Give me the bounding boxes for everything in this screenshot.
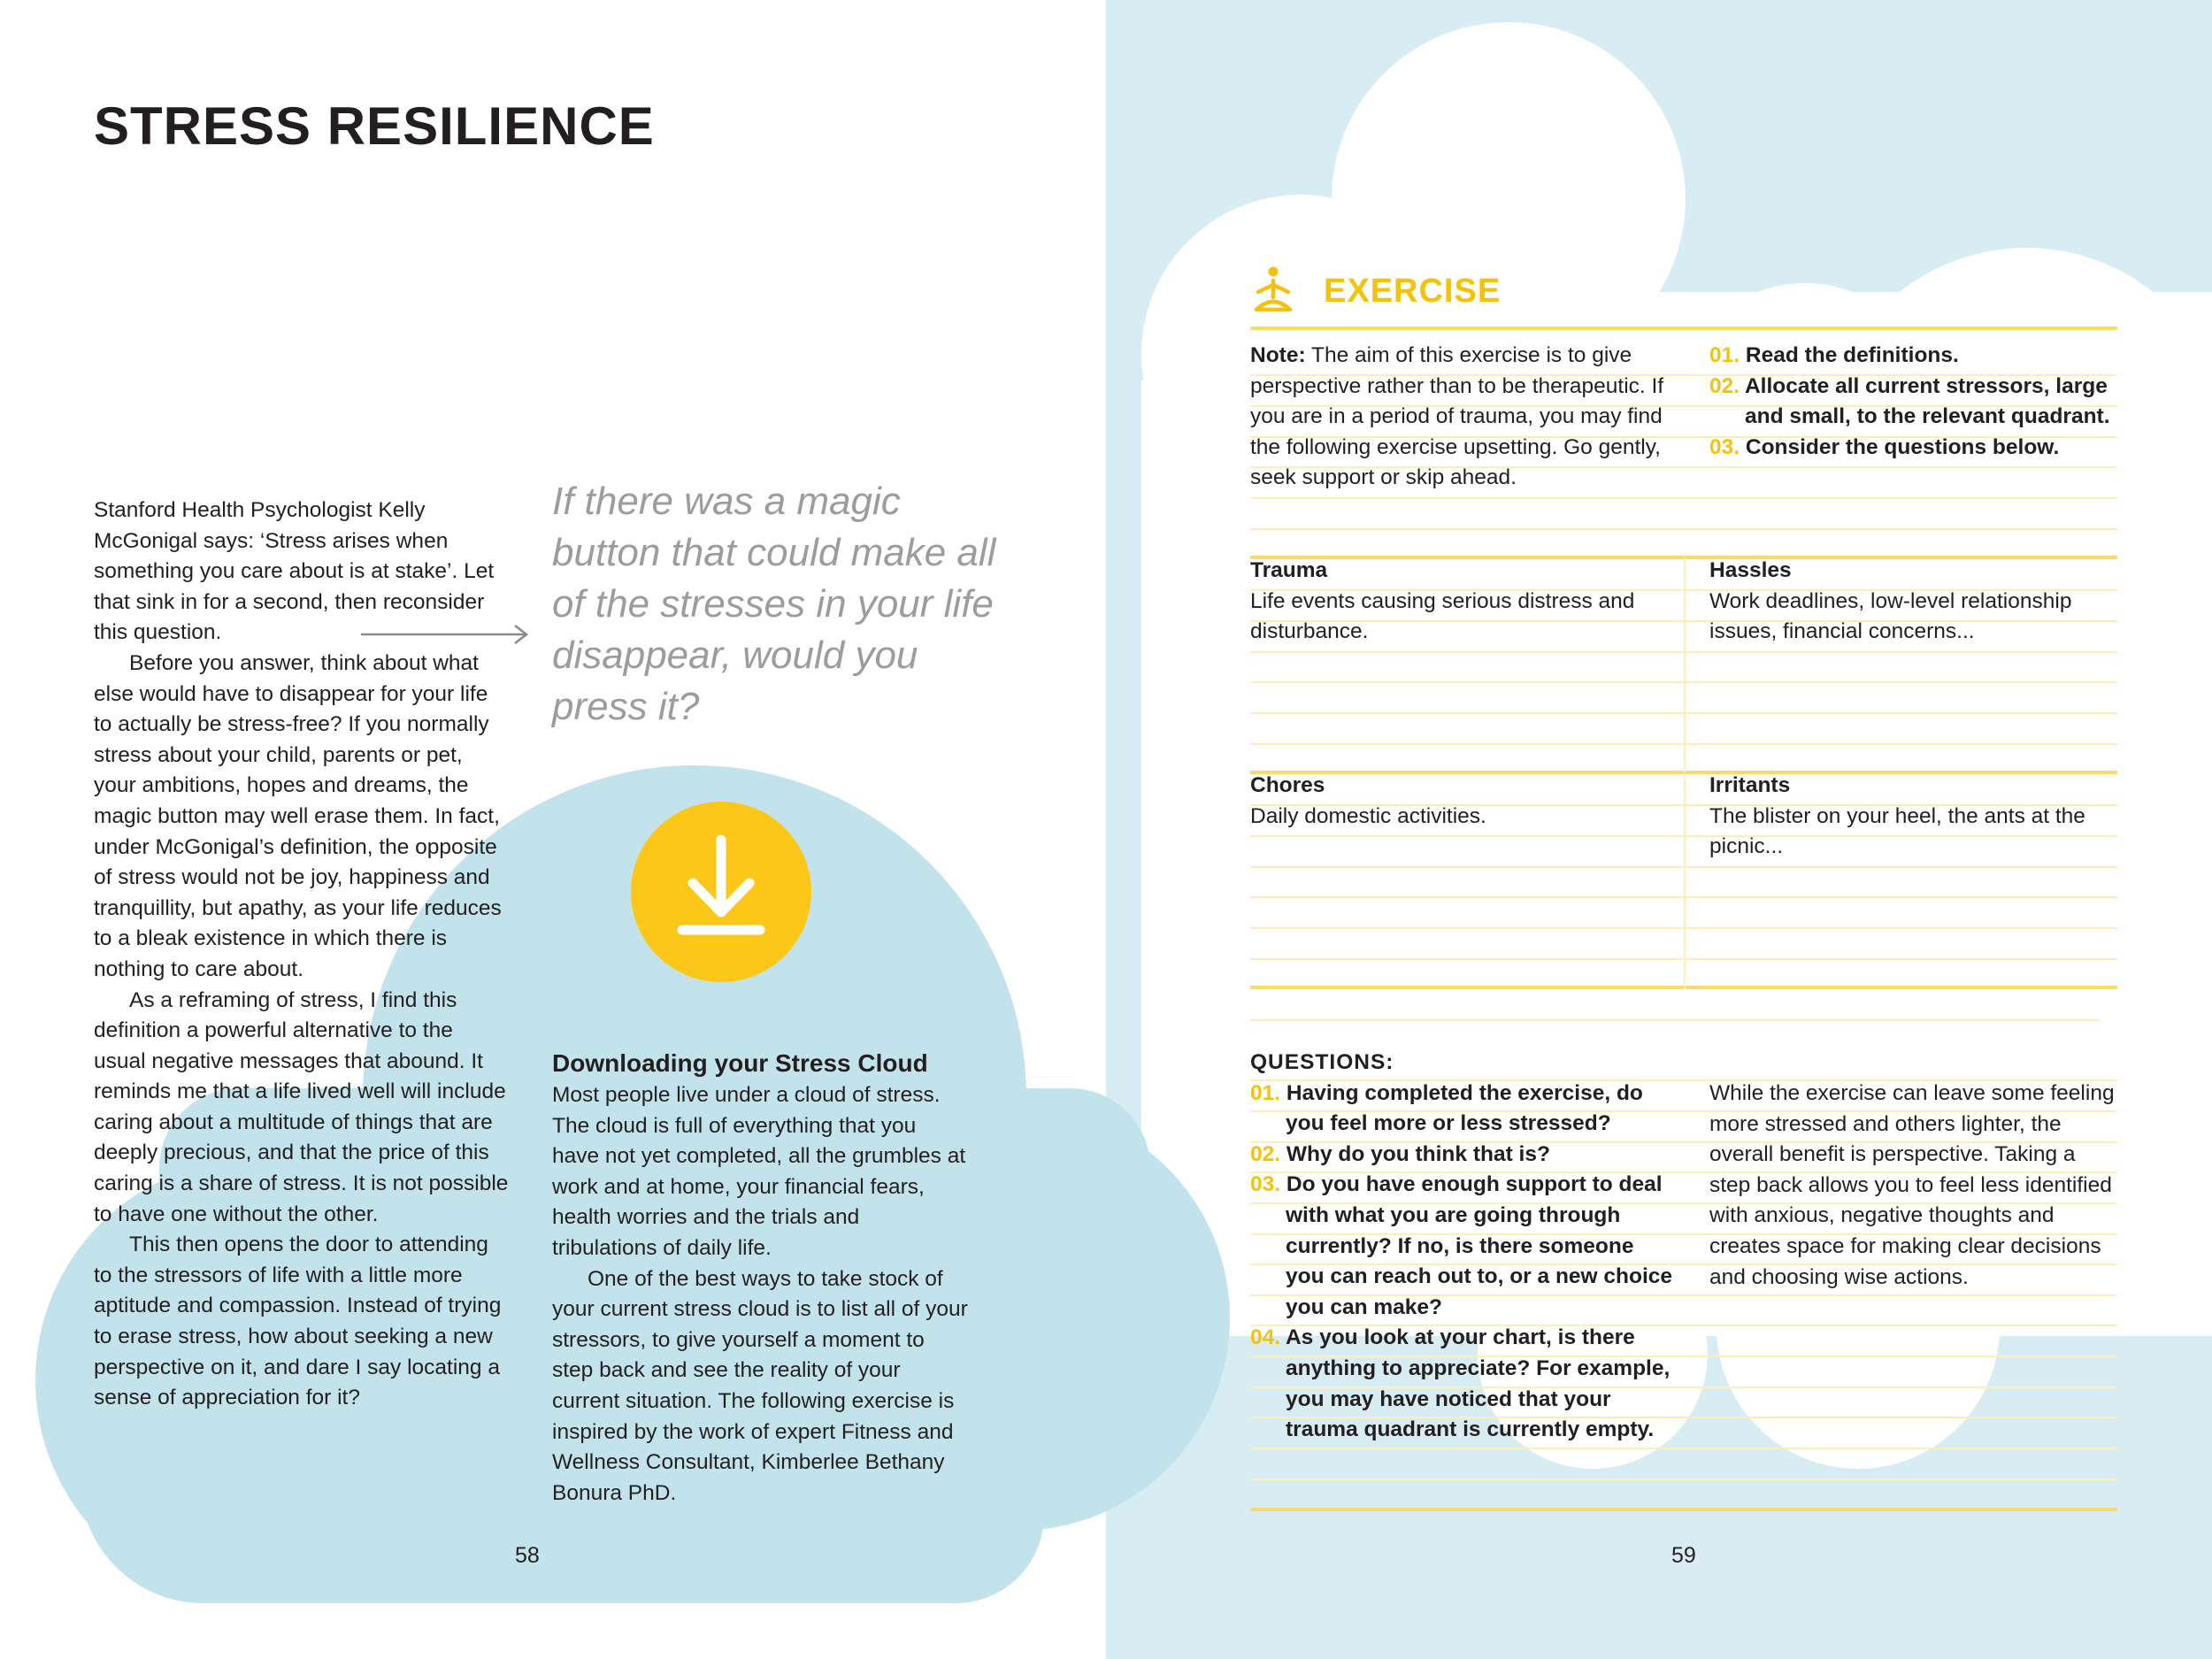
question-text: Do you have enough support to deal with what you are going through currently? If no, is there someone you can reach out to, or a new choice you can make? — [1286, 1172, 1673, 1319]
rule — [1250, 497, 2117, 499]
quadrant-title: Hassles — [1709, 558, 1792, 582]
meditation-icon — [1251, 265, 1295, 315]
page-number-right: 59 — [1671, 1543, 1696, 1568]
question-item — [1250, 1140, 1675, 1171]
note-text: The aim of this exercise is to give perspective rather than to be therapeutic. If you are in a period of trauma, you may find the following exercise upsetting. Go gently, seek support or skip ahead. — [1250, 343, 1664, 490]
question-number: 03. — [1250, 1172, 1281, 1197]
step-text: Consider the questions below. — [1745, 434, 2060, 459]
rule — [1250, 528, 2117, 530]
questions-block — [1250, 1048, 1675, 1446]
closing-paragraph: While the exercise can leave some feeling more stressed and others lighter, the overall benefit is perspective. Taking a step back allows you to feel less identified with anxious, negative thoughts and creates space for making clear decisions and choosing wise actions. — [1709, 1081, 2115, 1289]
step-text: Read the definitions. — [1745, 343, 1959, 367]
quadrant-trauma — [1250, 556, 1666, 648]
rule — [1250, 1019, 2100, 1021]
questions-bottom-border — [1250, 1508, 2117, 1511]
note-block — [1250, 341, 1675, 494]
rule — [1250, 1479, 2117, 1480]
quadrant-text: Daily domestic activities. — [1250, 803, 1486, 828]
step-text: Allocate all current stressors, large and small, to the relevant quadrant. — [1744, 373, 2110, 429]
body-paragraph: This then opens the door to attending to the stressors of life with a little more aptitude and compassion. Instead of trying to erase stress, how about seeking a new perspective on it, and dare I say locating a sense of appreciation for it? — [94, 1233, 502, 1410]
question-number: 04. — [1250, 1325, 1281, 1350]
question-item — [1250, 1079, 1675, 1140]
step-number: 03. — [1709, 434, 1740, 459]
pull-quote: If there was a magic button that could make all of the stresses in your life disappear, would you press it? — [552, 480, 996, 728]
divider — [1250, 326, 2117, 330]
question-item — [1250, 1323, 1675, 1445]
download-section — [552, 1047, 968, 1509]
question-text: Having completed the exercise, do you feel more or less stressed? — [1286, 1080, 1643, 1136]
body-paragraph: Stanford Health Psychologist Kelly McGonigal says: ‘Stress arises when something you care about is at stake’. Let that sink in for a second, then reconsider this question. — [94, 498, 495, 645]
quadrant-text: Life events causing serious distress and disturbance. — [1250, 588, 1635, 644]
arrow-right-icon — [361, 624, 529, 645]
quadrant-chores — [1250, 771, 1666, 832]
quadrant-title: Irritants — [1709, 773, 1791, 797]
step-item — [1709, 372, 2125, 433]
body-paragraph: As a reframing of stress, I find this definition a powerful alternative to the usual negative messages that abound. It reminds me that a life lived well will include caring about a multitude of things that are deeply precious, and that the price of this caring is a share of stress. It is not possible to have one without the other. — [94, 987, 509, 1226]
page-title: STRESS RESILIENCE — [94, 96, 655, 156]
question-item — [1250, 1170, 1675, 1323]
quadrant-hassles — [1709, 556, 2125, 648]
download-paragraph: One of the best ways to take stock of your current stress cloud is to list all of your stressors, to give yourself a moment to step back and see the reality of your current situation. The following exercise is inspired by the work of expert Fitness and Wellness Consultant, Kimberlee Bethany Bonura PhD. — [552, 1266, 968, 1505]
page-number-left: 58 — [515, 1543, 540, 1568]
download-heading: Downloading your Stress Cloud — [552, 1049, 928, 1077]
rule — [1250, 1448, 2117, 1449]
body-paragraph: Before you answer, think about what else would have to disappear for your life to actually be stress-free? If you normally stress about your child, parents or pet, your ambitions, hopes and dreams, the magic button may well erase them. In fact, under McGonigal’s definition, the opposite of stress would not be joy, happiness and tranquillity, but apathy, as your life reduces to a bleak existence in which there is nothing to care about. — [94, 650, 502, 981]
question-number: 01. — [1250, 1080, 1281, 1105]
quadrant-text: The blister on your heel, the ants at the picnic... — [1709, 803, 2085, 859]
question-text: As you look at your chart, is there anything to appreciate? For example, you may have noticed that your trauma quadrant is currently empty. — [1285, 1325, 1671, 1442]
download-paragraph: Most people live under a cloud of stress. The cloud is full of everything that you have not yet completed, all the grumbles at work and at home, your financial fears, health worries and the trials and tribulations of daily life. — [552, 1083, 966, 1260]
note-label: Note: — [1250, 343, 1306, 367]
question-number: 02. — [1250, 1141, 1281, 1166]
step-item — [1709, 433, 2125, 464]
closing-text — [1709, 1079, 2116, 1293]
quadrant-text: Work deadlines, low-level relationship issues, financial concerns... — [1709, 588, 2072, 644]
step-item — [1709, 341, 2125, 372]
steps-list — [1709, 341, 2125, 463]
question-text: Why do you think that is? — [1286, 1141, 1550, 1166]
quadrant-title: Chores — [1250, 773, 1325, 797]
quadrant-title: Trauma — [1250, 558, 1328, 582]
step-number: 01. — [1709, 343, 1740, 367]
quadrant-vertical-divider — [1684, 557, 1686, 989]
exercise-title: EXERCISE — [1324, 273, 1502, 310]
quadrant-irritants — [1709, 771, 2103, 863]
download-icon — [630, 801, 812, 983]
questions-heading: QUESTIONS: — [1250, 1050, 1394, 1074]
step-number: 02. — [1709, 373, 1740, 398]
